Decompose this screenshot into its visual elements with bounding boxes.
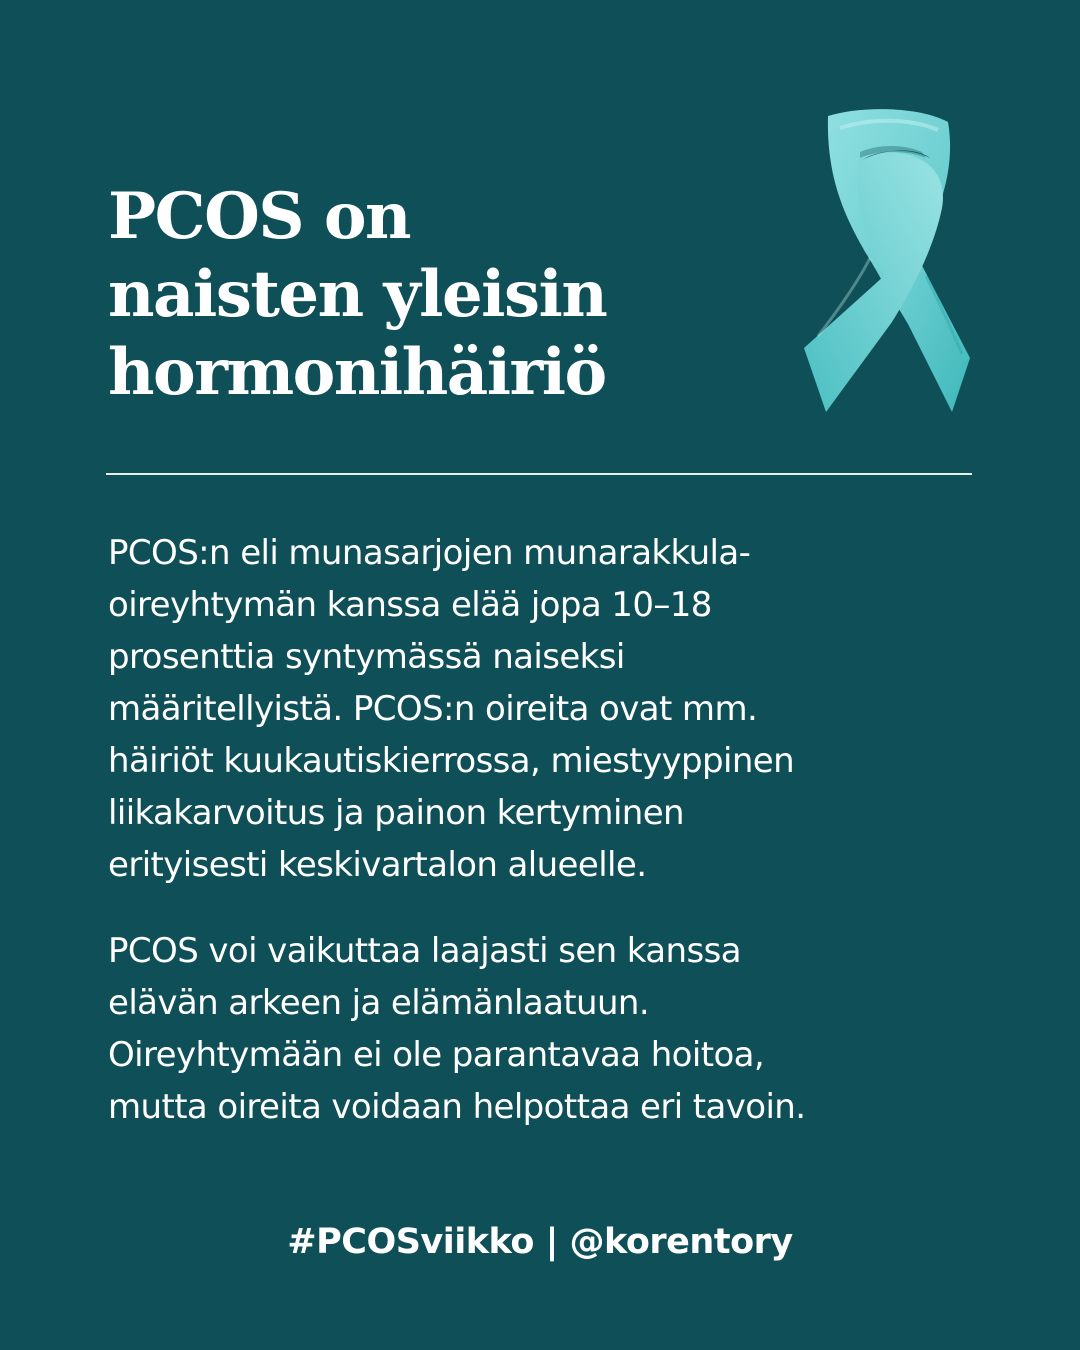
title-line: PCOS on (108, 179, 411, 254)
text-line: liikakarvoitus ja painon kertyminen (108, 793, 685, 833)
divider (106, 473, 972, 475)
text-line: Oireyhtymään ei ole parantavaa hoitoa, (108, 1035, 765, 1075)
body-paragraph (108, 527, 794, 891)
text-line: häiriöt kuukautiskierrossa, miestyyppinen (108, 741, 795, 781)
title-line: naisten yleisin (108, 257, 607, 332)
text-line: PCOS voi vaikuttaa laajasti sen kanssa (108, 931, 741, 971)
footer-tagline: #PCOSviikko | @korentory (287, 1222, 793, 1262)
text-line: määritellyistä. PCOS:n oireita ovat mm. (108, 689, 758, 729)
text-line: elävän arkeen ja elämänlaatuun. (108, 983, 650, 1023)
text-line: erityisesti keskivartalon alueelle. (108, 845, 647, 885)
text-line: mutta oireita voidaan helpottaa eri tavoin. (108, 1087, 806, 1127)
awareness-ribbon-icon (800, 108, 976, 420)
body-paragraph (108, 925, 805, 1133)
text-line: prosenttia syntymässä naiseksi (108, 637, 625, 677)
title-line: hormonihäiriö (108, 335, 606, 410)
page-title (108, 178, 606, 412)
text-line: PCOS:n eli munasarjojen munarakkula- (108, 533, 751, 573)
text-line: oireyhtymän kanssa elää jopa 10–18 (108, 585, 712, 625)
